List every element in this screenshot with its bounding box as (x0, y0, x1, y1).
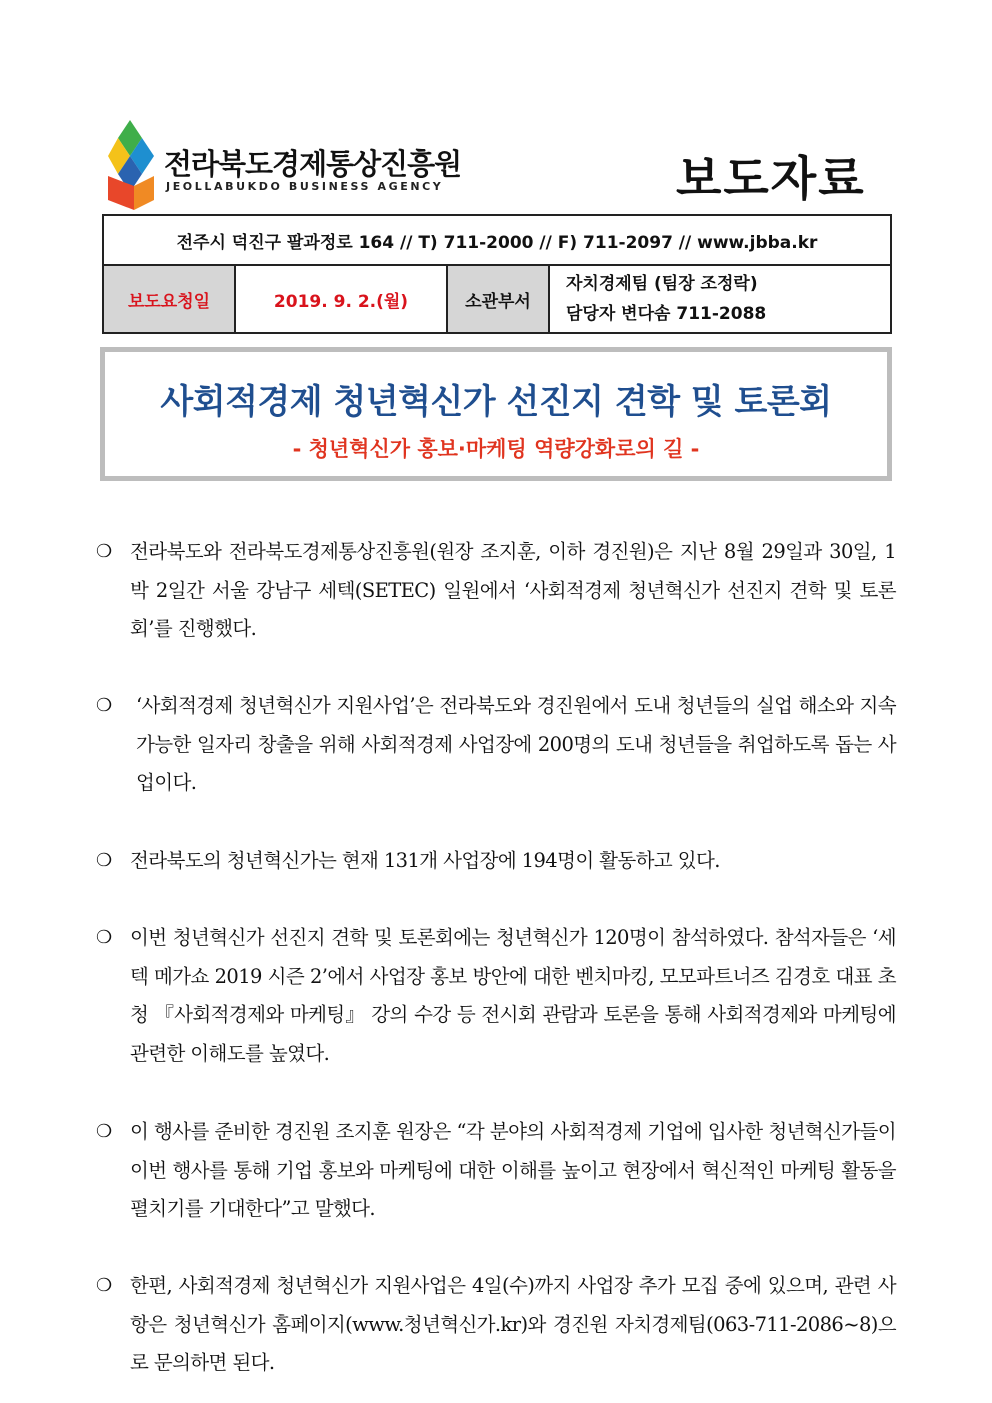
press-info-table (102, 214, 892, 334)
headline-title: 사회적경제 청년혁신가 선진지 견학 및 토론회 (160, 382, 832, 422)
paragraph-text: 이번 청년혁신가 선진지 견학 및 토론회에는 청년혁신가 120명이 참석하였다. 참석자들은 ‘세텍 메가쇼 2019 시즌 2’에서 사업장 홍보 방안에 대한 벤치마킹, 모모파트너즈 김경호 대표 초청 『사회적경제와 마케팅』 강의 수강 등 전시회 관람과 토론을 통해 사회적경제와 마케팅에 관련한 이해도를 높였다. (130, 926, 896, 1065)
department-label: 소관부서 (447, 265, 549, 333)
paragraph-4 (96, 919, 896, 1073)
paragraph-6 (96, 1267, 896, 1383)
org-name-korean: 전라북도경제통상진흥원 (164, 147, 462, 181)
agency-logo (108, 120, 462, 210)
bullet-circle-icon: ❍ (96, 1275, 112, 1296)
bullet-circle-icon: ❍ (96, 695, 112, 716)
department-name: 자치경제팀 (팀장 조정락) (566, 274, 758, 294)
contact-row (103, 215, 891, 265)
paragraph-5 (96, 1113, 896, 1229)
headline-box (100, 347, 892, 481)
request-date-value: 2019. 9. 2.(월) (235, 265, 447, 333)
org-name-english: JEOLLABUKDO BUSINESS AGENCY (166, 180, 444, 193)
paragraph-text: 이 행사를 준비한 경진원 조지훈 원장은 “각 분야의 사회적경제 기업에 입사한 청년혁신가들이 이번 행사를 통해 기업 홍보와 마케팅에 대한 이해를 높이고 현장에서 혁신적인 마케팅 활동을 펼치기를 기대한다”고 말했다. (130, 1120, 896, 1220)
paragraph-1 (96, 533, 896, 649)
meta-row (103, 265, 891, 333)
agency-logo-mark (108, 120, 156, 210)
document-type-title: 보도자료 (676, 152, 866, 207)
paragraph-2 (96, 687, 896, 803)
department-contact-cell (549, 265, 891, 333)
request-date-label: 보도요청일 (103, 265, 235, 333)
bullet-circle-icon: ❍ (96, 1121, 112, 1142)
paragraph-text: 전라북도의 청년혁신가는 현재 131개 사업장에 194명이 활동하고 있다. (130, 849, 720, 872)
headline-subtitle: - 청년혁신가 홍보·마케팅 역량강화로의 길 - (292, 437, 700, 461)
paragraph-text: 전라북도와 전라북도경제통상진흥원(원장 조지훈, 이하 경진원)은 지난 8월 29일과 30일, 1박 2일간 서울 강남구 세텍(SETEC) 일원에서 ‘사회적경제 청년혁신가 선진지 견학 및 토론회’를 진행했다. (130, 540, 896, 640)
paragraph-3 (96, 842, 896, 881)
paragraph-text: ‘사회적경제 청년혁신가 지원사업’은 전라북도와 경진원에서 도내 청년들의 실업 해소와 지속가능한 일자리 창출을 위해 사회적경제 사업장에 200명의 도내 청년들을 취업하도록 돕는 사업이다. (136, 694, 896, 794)
paragraph-text: 한편, 사회적경제 청년혁신가 지원사업은 4일(수)까지 사업장 추가 모집 중에 있으며, 관련 사항은 청년혁신가 홈페이지(www.청년혁신가.kr)와 경진원 자치경제팀(063-711-2086~8)으로 문의하면 된다. (130, 1274, 896, 1374)
agency-contact-line: 전주시 덕진구 팔과정로 164 // T) 711-2000 // F) 711-2097 // www.jbba.kr (103, 215, 891, 265)
bullet-circle-icon: ❍ (96, 927, 112, 948)
bullet-circle-icon: ❍ (96, 541, 112, 562)
contact-person: 담당자 변다솜 711-2088 (566, 304, 767, 324)
bullet-circle-icon: ❍ (96, 850, 112, 871)
